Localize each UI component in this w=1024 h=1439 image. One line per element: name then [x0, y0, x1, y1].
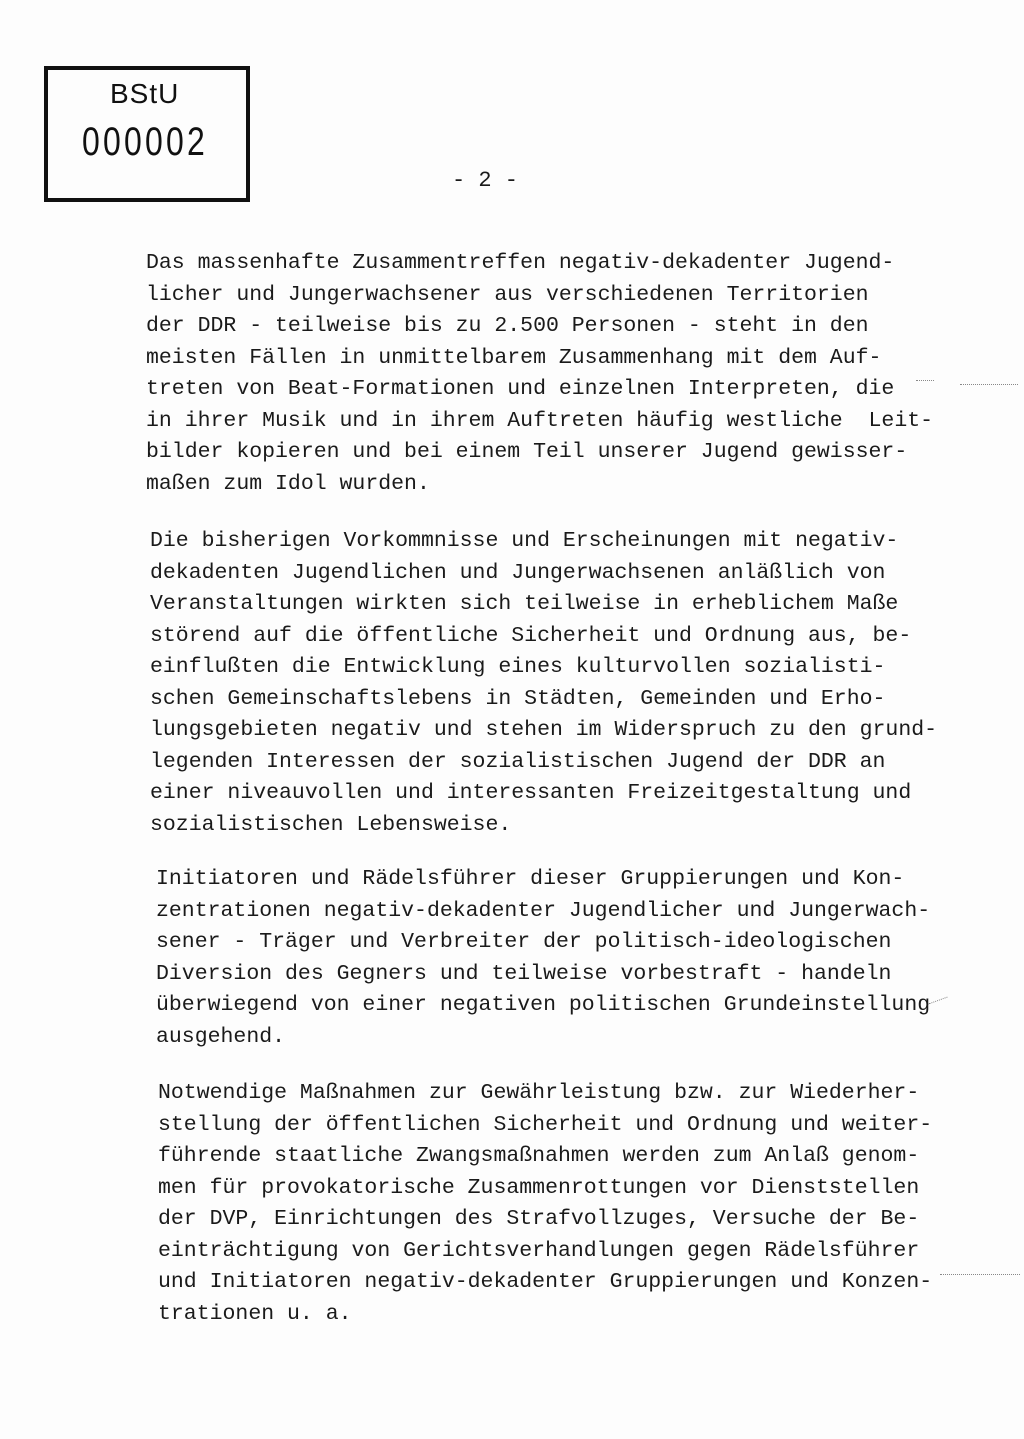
text-line: Veranstaltungen wirkten sich teilweise in erheblichem Maße — [150, 592, 899, 616]
text-line: sener - Träger und Verbreiter der politisch-ideologischen — [156, 930, 892, 954]
text-line: führende staatliche Zwangsmaßnahmen werden zum Anlaß genom- — [158, 1144, 920, 1168]
scan-artifact — [916, 380, 934, 381]
paragraph-2 — [150, 526, 937, 841]
stamp-number: 000002 — [82, 120, 208, 164]
archive-stamp — [44, 66, 250, 202]
text-line: Diversion des Gegners und teilweise vorbestraft - handeln — [156, 961, 892, 986]
text-line: Notwendige Maßnahmen zur Gewährleistung bzw. zur Wiederher- — [158, 1081, 920, 1105]
text-line: ausgehend. — [156, 1024, 286, 1049]
paragraph-1 — [146, 248, 933, 500]
text-line: überwiegend von einer negativen politischen Grundeinstellung — [156, 993, 931, 1017]
text-line: stellung der öffentlichen Sicherheit und Ordnung und weiter- — [158, 1112, 933, 1137]
text-line: Das massenhafte Zusammentreffen negativ-dekadenter Jugend- — [146, 251, 895, 275]
text-line: einflußten die Entwicklung eines kulturvollen sozialisti- — [150, 655, 886, 679]
text-line: dekadenten Jugendlichen und Jungerwachsenen anläßlich von — [150, 560, 886, 585]
text-line: Die bisherigen Vorkommnisse und Erscheinungen mit negativ- — [150, 529, 899, 553]
text-line: meisten Fällen in unmittelbarem Zusammenhang mit dem Auf- — [146, 345, 882, 370]
page-number: - 2 - — [452, 168, 519, 193]
text-line: treten von Beat-Formationen und einzelnen Interpreten, die — [146, 377, 895, 401]
text-line: bilder kopieren und bei einem Teil unserer Jugend gewisser- — [146, 440, 908, 464]
text-line: schen Gemeinschaftslebens in Städten, Gemeinden und Erho- — [150, 686, 886, 711]
text-line: legenden Interessen der sozialistischen Jugend der DDR an — [150, 749, 886, 774]
scan-artifact — [928, 997, 947, 1005]
text-line: maßen zum Idol wurden. — [146, 471, 430, 496]
paragraph-3 — [156, 864, 930, 1053]
text-line: sozialistischen Lebensweise. — [150, 812, 512, 837]
text-line: trationen u. a. — [158, 1301, 352, 1326]
text-line: lungsgebieten negativ und stehen im Widerspruch zu den grund- — [150, 718, 938, 742]
text-line: und Initiatoren negativ-dekadenter Gruppierungen und Konzen- — [158, 1270, 933, 1294]
stamp-org: BStU — [110, 78, 180, 109]
text-line: der DDR - teilweise bis zu 2.500 Personen - steht in den — [146, 314, 869, 338]
text-line: licher und Jungerwachsener aus verschiedenen Territorien — [146, 282, 869, 307]
paragraph-4 — [158, 1078, 932, 1330]
text-line: zentrationen negativ-dekadenter Jugendlicher und Jungerwach- — [156, 898, 931, 923]
scan-artifact — [940, 1274, 1020, 1275]
text-line: Initiatoren und Rädelsführer dieser Gruppierungen und Kon- — [156, 867, 905, 891]
text-line: störend auf die öffentliche Sicherheit und Ordnung aus, be- — [150, 623, 912, 648]
text-line: einträchtigung von Gerichtsverhandlungen gegen Rädelsführer — [158, 1238, 920, 1263]
scan-artifact — [960, 384, 1018, 385]
text-line: in ihrer Musik und in ihrem Auftreten häufig westliche Leit- — [146, 408, 934, 433]
text-line: men für provokatorische Zusammenrottungen vor Dienststellen — [158, 1175, 920, 1200]
text-line: der DVP, Einrichtungen des Strafvollzuges, Versuche der Be- — [158, 1207, 920, 1231]
text-line: einer niveauvollen und interessanten Freizeitgestaltung und — [150, 781, 912, 805]
